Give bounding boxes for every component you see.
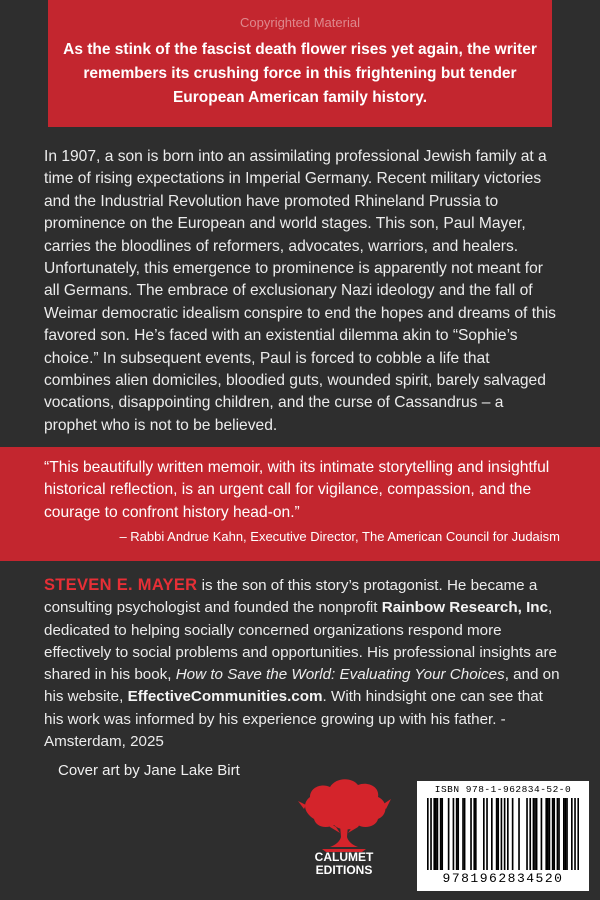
barcode-bar [518,798,520,870]
bio-text-4: . With hindsight one can see that his work was informed by his experience growing up with his father. -Amsterdam, 2025 [44,688,543,751]
synopsis-paragraph: In 1907, a son is born into an assimilating professional Jewish family at a time of rising expectations in Imperial Germany. Recent military victories and the Industrial Revolution have promoted Rhineland Prussia to prominence on the European and world stages. This son, Paul Mayer, carries the bloodlines of reformers, advocates, warriors, and healers. Unfortunately, this emergence to prominence is apparently not meant for all Germans. The embrace of exclusionary Nazi ideology and the fall of Weimar democratic idealism conspire to end the hopes and dreams of this favored son. He’s faced with an existential dilemma akin to “Sophie’s choice.” In subsequent events, Paul is forced to cobble a life that combines alien domiciles, bloodied guts, wounded spirit, barely salvaged vocations, disappointing children, and the curse of Cassandrus – a prophet who is not to be believed. [44,148,556,434]
publisher-name [286,851,402,877]
barcode-bar [547,798,549,870]
barcode-bar [545,798,547,870]
barcode-bar [441,798,443,870]
barcode-bar [529,798,531,870]
barcode-bar [553,798,555,870]
barcode-bar [456,798,458,870]
barcode-bar [534,798,536,870]
barcode-bar [430,798,432,870]
barcode-bar [571,798,573,870]
barcode-bar [563,798,565,870]
copyright-watermark: Copyrighted Material [240,15,360,30]
author-name: STEVEN E. MAYER [44,576,198,594]
barcode-bar [486,798,488,870]
barcode-bar [427,798,429,870]
barcode-bar [453,798,455,870]
publisher-line-2: EDITIONS [315,863,373,877]
cover-art-credit: Cover art by Jane Lake Birt [58,762,240,779]
barcode-bar [435,798,437,870]
barcode-bar [462,798,464,870]
isbn-label: ISBN 978-1-962834-52-0 [434,784,572,795]
barcode-bar [457,798,459,870]
barcode-bar [496,798,498,870]
barcode-bar [433,798,435,870]
barcode-bar [549,798,551,870]
book-title: How to Save the World: Evaluating Your Choices [175,666,505,684]
org-name: Rainbow Research, Inc [381,599,549,617]
barcode-bar [557,798,559,870]
website-link: EffectiveCommunities.com [127,688,323,706]
barcode-bar [558,798,560,870]
bio-text-3: , and on his website, [44,666,560,706]
barcode-bar [448,798,450,870]
barcode-bar [473,798,475,870]
barcode-bars [427,798,579,870]
bio-text-1: is the son of this story’s protagonist. He became a consulting psychologist and founded the nonprofit [44,577,538,617]
barcode-bar [512,798,514,870]
barcode-bar [536,798,538,870]
barcode-bar [577,798,579,870]
barcode-bar [565,798,567,870]
barcode-bar [526,798,528,870]
isbn-barcode [417,781,589,891]
barcode-bar [497,798,499,870]
tagline: As the stink of the fascist death flower rises yet again, the writer remembers its crushing force in this frightening but tender European American family history. [63,41,537,106]
barcode-bar [483,798,485,870]
review-quote-band [0,447,600,561]
barcode-digits: 9781962834520 [442,871,564,886]
barcode-bar [566,798,568,870]
barcode-bar [574,798,576,870]
barcode-bar [491,798,493,870]
bio-text-2: , dedicated to helping socially concerned organizations respond more effectively to social problems and opportunities. His professional insights are shared in his book, [44,599,557,684]
author-bio [44,574,564,753]
barcode-bar [464,798,466,870]
barcode-bar [470,798,472,870]
barcode-bar [552,798,554,870]
barcode-bar [440,798,442,870]
barcode-bar [504,798,506,870]
publisher-line-1: CALUMET [314,850,374,864]
barcode-bar [475,798,477,870]
quote-attribution: – Rabbi Andrue Kahn, Executive Director, The American Council for Judaism [119,529,560,544]
barcode-bar [437,798,439,870]
barcode-bar [507,798,509,870]
barcode-bar [533,798,535,870]
barcode-bar [501,798,503,870]
review-quote: “This beautifully written memoir, with its intimate storytelling and insightful historical reflection, is an urgent call for vigilance, compassion, and the courage to confront history head-on.” [44,459,550,521]
barcode-bar [541,798,543,870]
